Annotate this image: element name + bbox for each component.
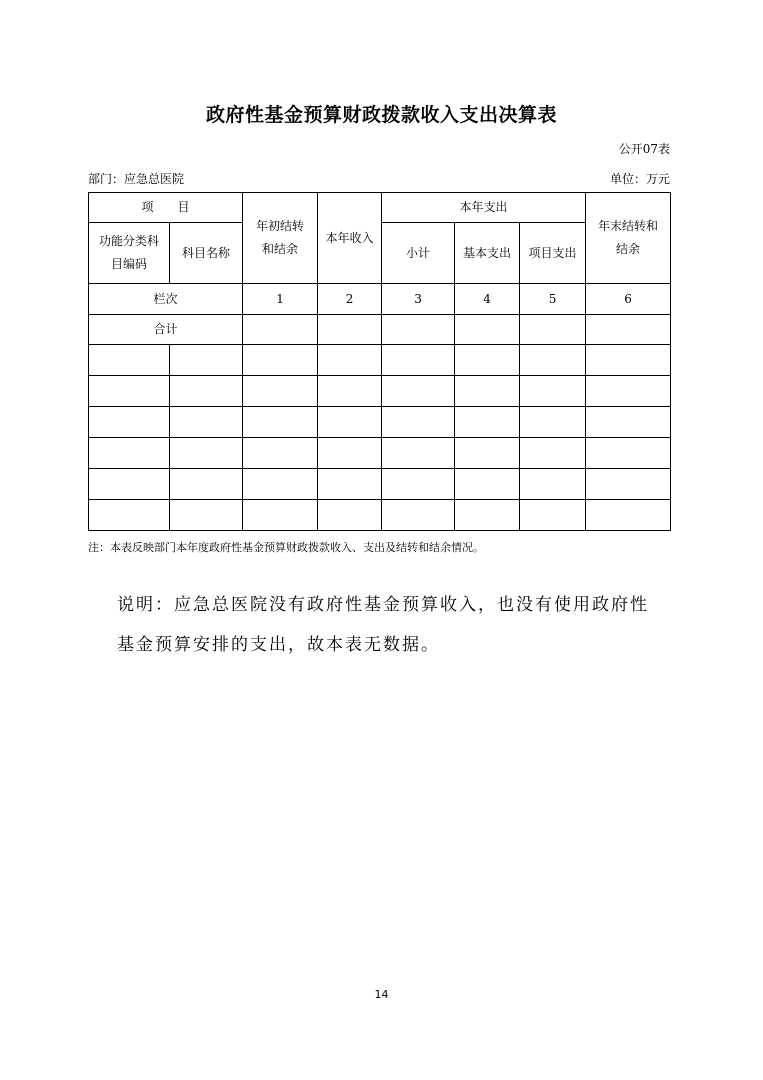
table-cell <box>382 500 455 531</box>
table-cell <box>89 438 170 469</box>
column-index-label: 栏次 <box>89 284 243 315</box>
table-cell <box>455 345 520 376</box>
total-label: 合计 <box>89 315 243 345</box>
table-cell <box>520 376 586 407</box>
table-cell <box>243 469 318 500</box>
header-ending-balance: 年末结转和 结余 <box>586 193 671 284</box>
column-number: 3 <box>382 284 455 315</box>
table-cell <box>170 345 243 376</box>
table-cell <box>586 376 671 407</box>
header-beginning-balance: 年初结转 和结余 <box>243 193 318 284</box>
table-cell <box>382 438 455 469</box>
header-expenditure: 本年支出 <box>382 193 586 223</box>
table-cell <box>89 345 170 376</box>
form-number: 公开07表 <box>618 142 670 156</box>
column-number: 5 <box>520 284 586 315</box>
table-cell <box>170 407 243 438</box>
table-cell <box>455 376 520 407</box>
table-cell <box>455 469 520 500</box>
table-cell <box>520 469 586 500</box>
table-cell <box>318 438 382 469</box>
table-cell <box>89 500 170 531</box>
header-income: 本年收入 <box>318 193 382 284</box>
table-cell <box>455 407 520 438</box>
table-cell <box>170 469 243 500</box>
empty-rows <box>89 345 671 531</box>
column-number: 6 <box>586 284 671 315</box>
unit-label: 单位：万元 <box>609 172 670 186</box>
table-cell <box>382 345 455 376</box>
table-cell <box>243 500 318 531</box>
table-cell <box>170 500 243 531</box>
total-cell <box>318 315 382 345</box>
table-row <box>89 376 671 407</box>
table-cell <box>318 376 382 407</box>
header-project-exp: 项目支出 <box>520 223 586 284</box>
explanation <box>117 585 677 665</box>
table-cell <box>520 438 586 469</box>
page-title: 政府性基金预算财政拨款收入支出决算表 <box>205 104 557 126</box>
header-item: 项 目 <box>89 193 243 223</box>
column-number: 4 <box>455 284 520 315</box>
table-cell <box>318 500 382 531</box>
table-row <box>89 345 671 376</box>
table-cell <box>382 376 455 407</box>
table-cell <box>318 345 382 376</box>
total-cell <box>455 315 520 345</box>
header-subject-name: 科目名称 <box>170 223 243 284</box>
table-row <box>89 438 671 469</box>
table-cell <box>382 407 455 438</box>
table-cell <box>170 376 243 407</box>
table-cell <box>318 407 382 438</box>
table-note: 注：本表反映部门本年度政府性基金预算财政拨款收入、支出及结转和结余情况。 <box>88 541 484 554</box>
table-cell <box>243 345 318 376</box>
header-subtotal: 小计 <box>382 223 455 284</box>
table-cell <box>318 469 382 500</box>
table-cell <box>520 345 586 376</box>
table-cell <box>243 407 318 438</box>
table-cell <box>586 345 671 376</box>
table-cell <box>586 500 671 531</box>
table-cell <box>586 438 671 469</box>
table-row <box>89 407 671 438</box>
table-cell <box>520 407 586 438</box>
table-cell <box>89 469 170 500</box>
table-cell <box>455 500 520 531</box>
table-cell <box>455 438 520 469</box>
table-cell <box>89 407 170 438</box>
table-cell <box>243 438 318 469</box>
page-number: 14 <box>374 988 389 1001</box>
table-cell <box>382 469 455 500</box>
table-cell <box>586 407 671 438</box>
explanation-line: 基金预算安排的支出，故本表无数据。 <box>117 635 440 655</box>
explanation-line: 说明：应急总医院没有政府性基金预算收入，也没有使用政府性 <box>117 595 649 615</box>
total-cell <box>382 315 455 345</box>
table-row <box>89 469 671 500</box>
header-func-code: 功能分类科 目编码 <box>89 223 170 284</box>
department-label: 部门：应急总医院 <box>88 172 185 186</box>
fund-budget-table <box>88 192 671 531</box>
table-cell <box>243 376 318 407</box>
table-cell <box>89 376 170 407</box>
table-row <box>89 500 671 531</box>
table-cell <box>586 469 671 500</box>
table-cell <box>170 438 243 469</box>
header-basic-exp: 基本支出 <box>455 223 520 284</box>
table-cell <box>520 500 586 531</box>
total-cell <box>586 315 671 345</box>
total-cell <box>520 315 586 345</box>
column-number: 2 <box>318 284 382 315</box>
column-number: 1 <box>243 284 318 315</box>
total-cell <box>243 315 318 345</box>
